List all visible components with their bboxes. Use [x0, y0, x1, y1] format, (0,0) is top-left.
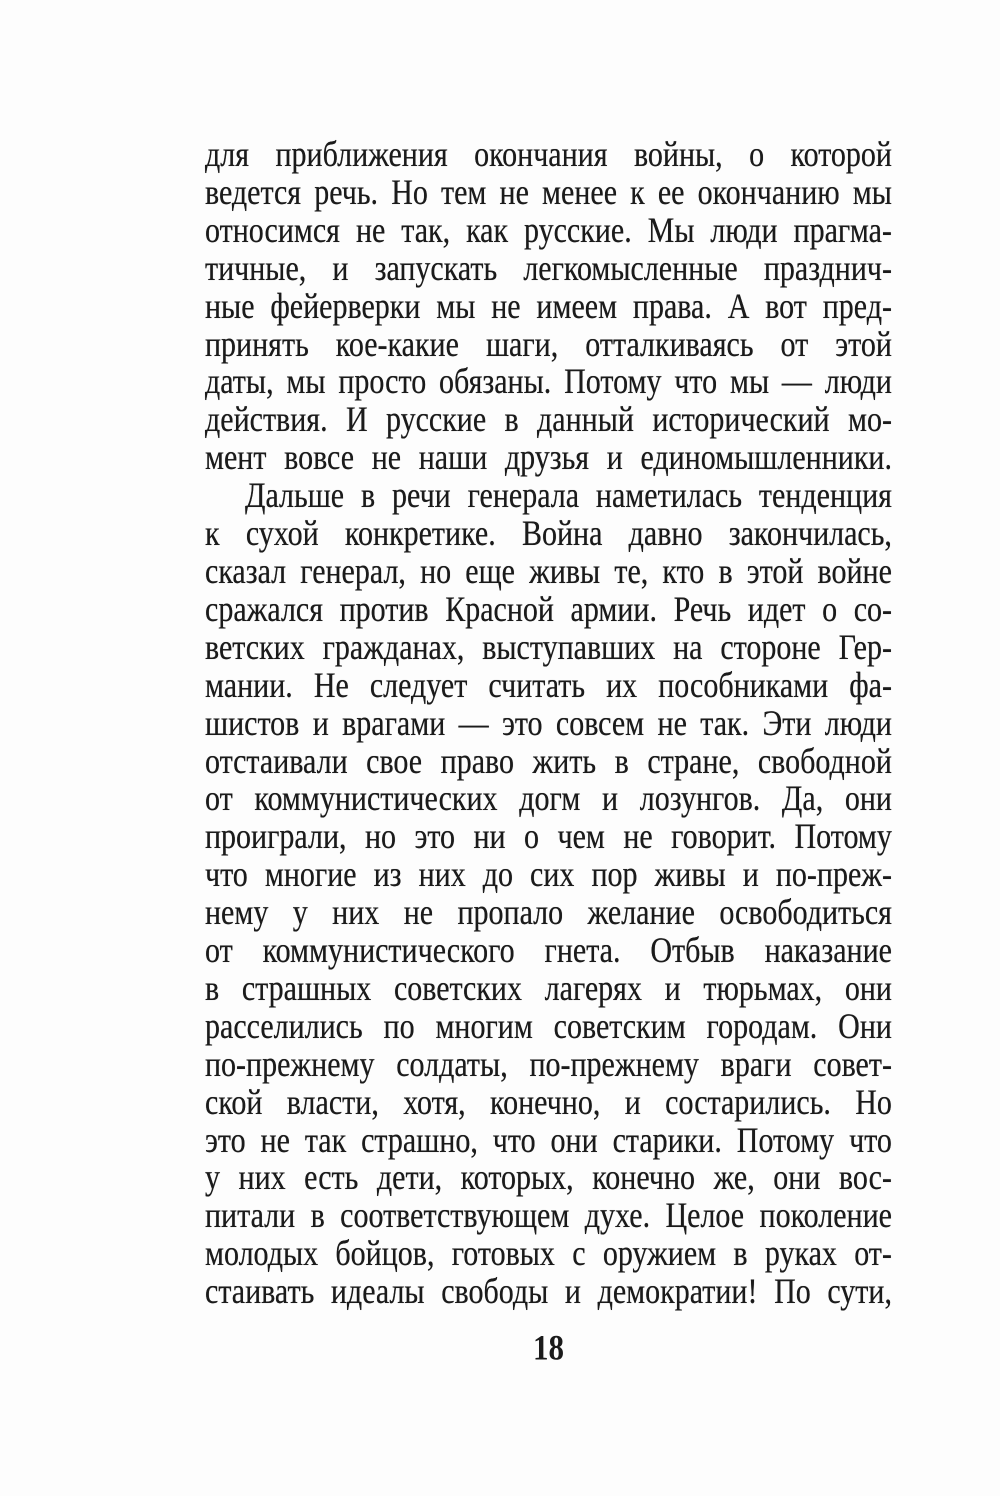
word: живы [654, 855, 726, 895]
word: они [844, 779, 892, 819]
word: советским [553, 1006, 686, 1047]
word: А [727, 286, 750, 327]
word: нему [205, 892, 269, 933]
word: наказание [764, 930, 892, 971]
word: сказал [205, 551, 287, 592]
word: относимся [205, 210, 340, 251]
text-line [205, 1270, 892, 1315]
word: идет [747, 589, 806, 630]
word: которой [790, 134, 892, 175]
word: шаги, [485, 324, 559, 364]
word: вот [765, 286, 807, 327]
page-text [205, 134, 892, 1315]
word: их [606, 665, 638, 706]
word: Но [855, 1082, 892, 1123]
word: на [673, 627, 703, 668]
word: власти, [286, 1082, 379, 1123]
word: свободы [441, 1272, 549, 1312]
word: люди [824, 362, 892, 402]
word: ее [657, 172, 685, 213]
word: легкомысленные [523, 248, 738, 289]
word: свободной [757, 741, 892, 781]
word: ни [473, 817, 506, 857]
word: же, [713, 1158, 755, 1198]
word: исторический [652, 400, 830, 440]
word: ные [205, 286, 255, 327]
word: с [572, 1234, 586, 1274]
word: не [260, 1120, 290, 1160]
word: сути, [827, 1272, 892, 1312]
word: сражался [205, 589, 324, 630]
word: мы [436, 286, 476, 327]
word: мент [205, 438, 267, 478]
word: но [364, 817, 397, 857]
word: пред- [822, 286, 892, 327]
word: Потому [736, 1120, 835, 1160]
word: право [440, 741, 514, 781]
word: давно [628, 513, 703, 554]
word: лозунгов. [639, 779, 761, 819]
word: стороне [720, 627, 821, 668]
word: проиграли, [205, 817, 347, 857]
word: не [499, 172, 529, 213]
word: для [205, 134, 250, 175]
word: войны, [633, 134, 723, 175]
word: и [664, 968, 681, 1009]
word: сих [530, 855, 575, 895]
word: руках [764, 1234, 837, 1274]
word: кто [662, 551, 705, 592]
word: тюрьмах, [703, 968, 823, 1009]
word: окончанию [697, 172, 840, 213]
word: в [733, 1234, 748, 1274]
word: не [403, 892, 434, 933]
word: пособниками [658, 665, 829, 706]
word: ской [205, 1082, 263, 1123]
word: в [504, 400, 519, 440]
word: пор [591, 855, 638, 895]
word: врагами [342, 703, 446, 744]
word: к [630, 172, 645, 213]
word: что [849, 1120, 892, 1160]
word: в [718, 551, 733, 592]
word: вовсе [284, 438, 355, 478]
word: чем [557, 817, 605, 857]
word: них [332, 892, 380, 933]
word: со- [853, 589, 892, 630]
word: по [383, 1006, 415, 1047]
word: мо- [847, 400, 892, 440]
word: тенденция [758, 475, 892, 516]
word: конечно [592, 1158, 696, 1198]
word: конечно, [490, 1082, 601, 1123]
word: празднич- [763, 248, 892, 289]
word: Не [313, 665, 349, 706]
word: бойцов, [335, 1234, 435, 1274]
word: в [310, 1196, 325, 1236]
word: до [482, 855, 513, 895]
word: Дальше [245, 475, 345, 516]
word: запускать [374, 248, 498, 289]
word: окончания [474, 134, 608, 175]
word: говорит. [671, 817, 777, 857]
word: мы [729, 362, 770, 402]
word: кое-какие [335, 324, 459, 364]
word: стране, [647, 741, 740, 781]
word: люди [710, 210, 778, 251]
word: в [205, 968, 220, 1009]
word: и [624, 1082, 641, 1123]
word: них [238, 1158, 286, 1198]
word: старики. [612, 1120, 722, 1160]
word: Отбыв [650, 930, 735, 971]
word: — [781, 362, 812, 402]
word: гнета. [544, 930, 621, 971]
word: состарились. [665, 1082, 831, 1123]
word: совет- [813, 1044, 892, 1085]
word: есть [304, 1158, 359, 1198]
word: менее [542, 172, 618, 213]
word: Целое [665, 1196, 745, 1236]
word: ветских [205, 627, 305, 668]
word: люди [824, 703, 892, 744]
word: права. [632, 286, 712, 327]
word: в [360, 475, 376, 516]
word: и [564, 1272, 581, 1312]
word: имеем [536, 286, 618, 327]
word: от [780, 324, 809, 364]
word: это [501, 703, 543, 744]
word: так, [401, 210, 451, 251]
word: лагерях [544, 968, 642, 1009]
word: городам. [706, 1006, 818, 1047]
word: единомышленники. [640, 438, 892, 478]
word: питали [205, 1196, 296, 1236]
word: мы [286, 362, 326, 402]
word: фа- [849, 665, 892, 706]
word: не [491, 286, 521, 327]
word: стаивать [205, 1272, 315, 1312]
word: коммунистического [262, 930, 515, 971]
word: тем [440, 172, 487, 213]
page-number: 18 [533, 1327, 564, 1368]
word: враги [720, 1044, 792, 1085]
word: о [524, 817, 540, 857]
word: и [602, 779, 619, 819]
word: многим [435, 1006, 533, 1047]
word: что [205, 855, 248, 895]
word: но [420, 551, 452, 592]
word: даты, [205, 362, 274, 402]
word: соответствующем [340, 1196, 570, 1236]
word: этой [835, 324, 892, 364]
word: они [773, 1158, 821, 1198]
word: Красной [445, 589, 554, 630]
word: те, [614, 551, 649, 592]
word: речь. [314, 172, 379, 213]
word: сухой [245, 513, 319, 554]
word: демократии! [597, 1272, 758, 1312]
word: они [550, 1120, 598, 1160]
word: освободиться [719, 892, 892, 933]
word: и [742, 855, 759, 895]
word: коммунистических [254, 779, 498, 819]
word: генерала [467, 475, 580, 516]
word: так [304, 1120, 347, 1160]
word: у [292, 892, 308, 933]
word: желание [587, 892, 695, 933]
word: генерал, [300, 551, 406, 592]
word: поколение [759, 1196, 892, 1236]
word: солдаты, [396, 1044, 508, 1085]
word: мы [852, 172, 892, 213]
word: русские [385, 400, 487, 440]
word: наши [418, 438, 488, 478]
word: они [844, 968, 892, 1009]
word: что [492, 1120, 536, 1160]
word: дети, [376, 1158, 443, 1198]
word: о [822, 589, 838, 630]
word: мании. [205, 665, 293, 706]
word: наметилась [595, 475, 743, 516]
word: и [312, 703, 329, 744]
word: о [749, 134, 765, 175]
word: расселились [205, 1006, 363, 1047]
word: русские. [524, 210, 632, 251]
word: считать [488, 665, 586, 706]
word: это [414, 817, 456, 857]
word: хотя, [403, 1082, 466, 1123]
word: Потому [794, 817, 892, 857]
word: догм [519, 779, 581, 819]
word: от- [854, 1234, 892, 1274]
word: у [205, 1158, 220, 1198]
word: духе. [584, 1196, 651, 1236]
word: них [418, 855, 466, 895]
word: страшных [241, 968, 372, 1009]
word: так. [700, 703, 750, 744]
word: против [339, 589, 429, 630]
word: Но [391, 172, 428, 213]
word: еще [465, 551, 515, 592]
word: от [205, 930, 233, 971]
word: как [466, 210, 509, 251]
word: из [373, 855, 402, 895]
word: советских [393, 968, 522, 1009]
word: По [774, 1272, 811, 1312]
word: по-прежнему [205, 1044, 375, 1085]
word: друзья [504, 438, 590, 478]
word: следует [369, 665, 468, 706]
word: закончилась, [728, 513, 892, 554]
word: страшно, [361, 1120, 478, 1160]
word: армии. [570, 589, 657, 630]
word: речи [392, 475, 451, 516]
word: Они [838, 1006, 892, 1047]
word: Речь [673, 589, 732, 630]
word: отстаивали [205, 741, 348, 781]
word: Да, [781, 779, 824, 819]
word: и [606, 438, 623, 478]
word: Война [521, 513, 603, 554]
word: не [371, 438, 402, 478]
word: приближения [275, 134, 448, 175]
word: этой [746, 551, 804, 592]
word: войне [817, 551, 892, 592]
word: гражданах, [322, 627, 465, 668]
word: от [205, 779, 233, 819]
word: оружием [602, 1234, 717, 1274]
word: к [205, 513, 220, 554]
word: в [614, 741, 629, 781]
word: жить [532, 741, 597, 781]
word: — [458, 703, 489, 744]
word: И [345, 400, 368, 440]
word: прагма- [793, 210, 892, 251]
word: совсем [555, 703, 645, 744]
word: ведется [205, 172, 302, 213]
word: и [332, 248, 349, 289]
word: идеалы [330, 1272, 425, 1312]
word: готовых [451, 1234, 555, 1274]
word: по-прежнему [529, 1044, 699, 1085]
word: не [657, 703, 687, 744]
word: многие [264, 855, 357, 895]
word: Потому [564, 362, 662, 402]
word: шистов [205, 703, 300, 744]
word: которых, [460, 1158, 574, 1198]
word: конкретике. [344, 513, 496, 554]
word: не [355, 210, 386, 251]
word: фейерверки [270, 286, 421, 327]
word: пропало [457, 892, 564, 933]
word: живы [529, 551, 601, 592]
word: молодых [205, 1234, 319, 1274]
word: обязаны. [439, 362, 552, 402]
word: тичные, [205, 248, 307, 289]
word: отталкиваясь [585, 324, 754, 364]
word: Гер- [838, 627, 892, 668]
word: выступавших [482, 627, 656, 668]
word: по-преж- [775, 855, 892, 895]
word: просто [338, 362, 427, 402]
word: Эти [762, 703, 812, 744]
word: данный [537, 400, 634, 440]
word: что [674, 362, 718, 402]
word: действия. [205, 400, 328, 440]
word: свое [366, 741, 423, 781]
word: Мы [647, 210, 695, 251]
word: вос- [838, 1158, 892, 1198]
word: принять [205, 324, 309, 364]
word: это [205, 1120, 246, 1160]
word: не [623, 817, 653, 857]
